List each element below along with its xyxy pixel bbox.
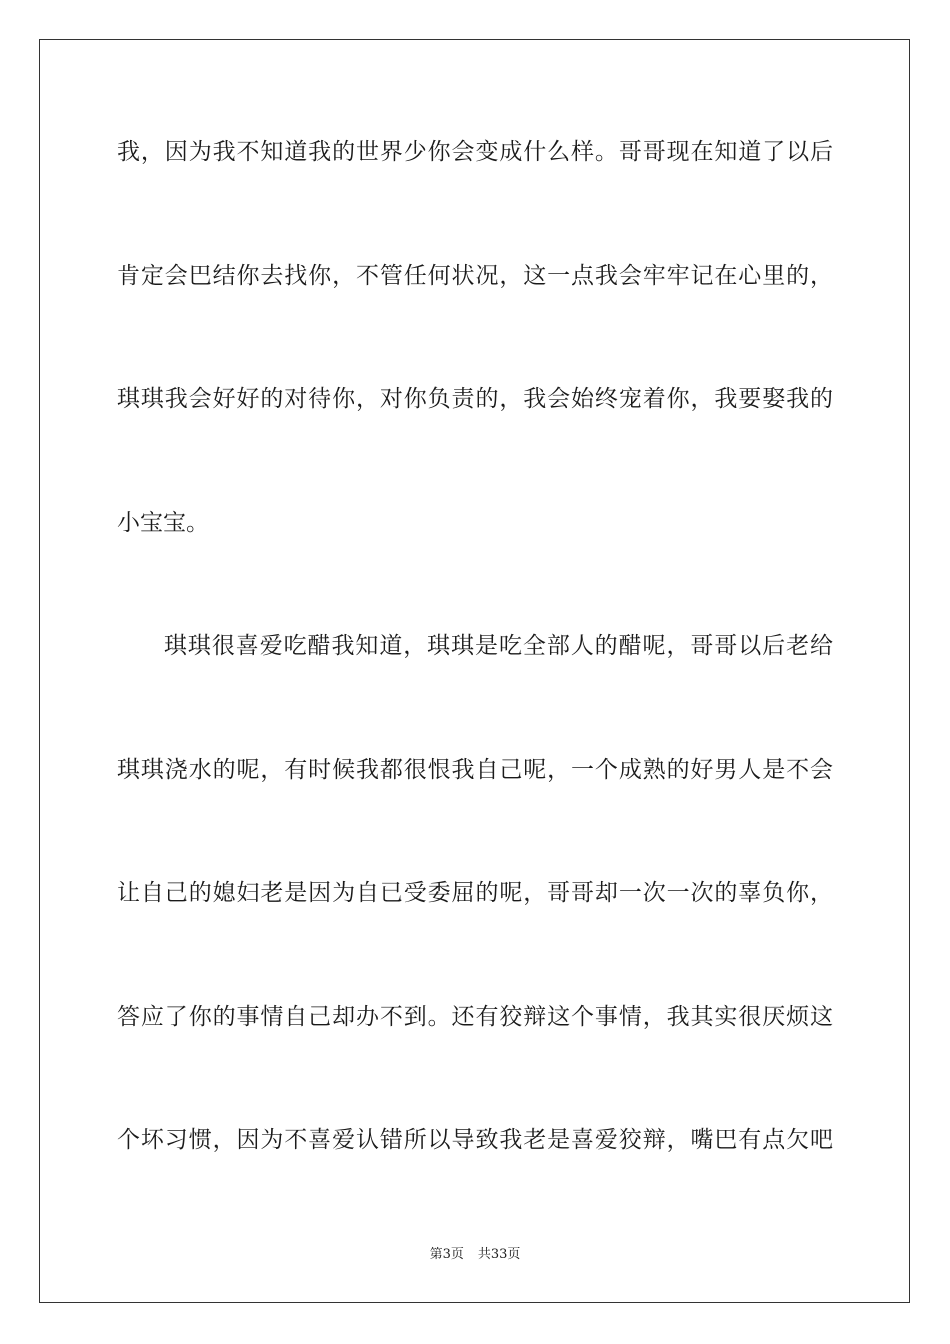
page-footer [0,1246,950,1264]
page-border [39,39,910,1303]
text-line-3: 琪琪我会好好的对待你，对你负责的，我会始终宠着你，我要娶我的 [117,386,833,412]
text-line-2: 肯定会巴结你去找你，不管任何状况，这一点我会牢牢记在心里的， [117,263,833,289]
page-number: 第3页 [429,1247,464,1262]
page-total: 共33页 [477,1247,521,1262]
text-line-6: 琪琪浇水的呢，有时候我都很恨我自己呢，一个成熟的好男人是不会 [117,757,833,783]
text-line-8: 答应了你的事情自己却办不到。还有狡辩这个事情，我其实很厌烦这 [117,1004,833,1030]
text-line-4: 小宝宝。 [117,510,209,536]
text-line-9: 个坏习惯，因为不喜爱认错所以导致我老是喜爱狡辩，嘴巴有点欠吧 [117,1127,833,1153]
paragraph-start-line: 琪琪很喜爱吃醋我知道，琪琪是吃全部人的醋呢，哥哥以后老给 [164,633,833,659]
text-line-1: 我，因为我不知道我的世界少你会变成什么样。哥哥现在知道了以后 [117,139,833,165]
text-line-7: 让自己的媳妇老是因为自已受委屈的呢，哥哥却一次一次的辜负你， [117,880,833,906]
